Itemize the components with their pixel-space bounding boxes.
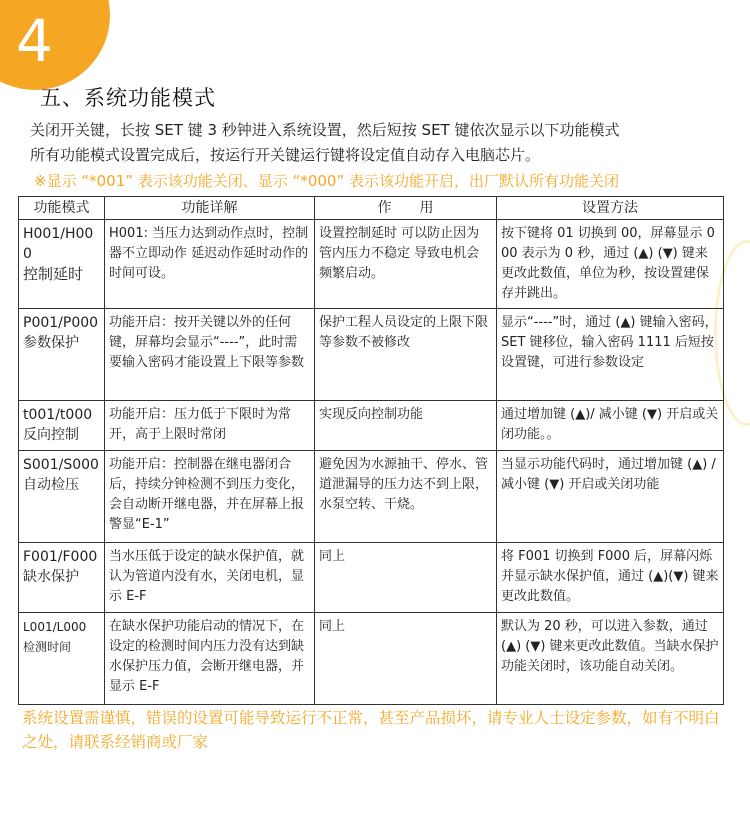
method-cell: 通过增加键 (▲)/ 减小键 (▼) 开启或关闭功能。。 bbox=[497, 401, 724, 451]
header-method: 设置方法 bbox=[497, 197, 724, 220]
effect-cell: 保护工程人员设定的上限下限等参数不被修改 bbox=[315, 309, 497, 401]
table-header-row bbox=[19, 197, 724, 220]
mode-name: 缺水保护 bbox=[23, 569, 79, 585]
mode-cell bbox=[19, 401, 105, 451]
mode-code: H001/H000 bbox=[23, 226, 94, 262]
header-mode: 功能模式 bbox=[19, 197, 105, 220]
method-cell: 默认为 20 秒，可以进入参数，通过 (▲) (▼) 键来更改此数值。当缺水保护功能关闭时，该功能自动关闭。 bbox=[497, 613, 724, 705]
mode-name: 反向控制 bbox=[23, 427, 79, 443]
effect-cell: 避免因为水源抽干、停水、管道泄漏导的压力达不到上限，水泵空转、干烧。 bbox=[315, 451, 497, 543]
intro-paragraph bbox=[30, 118, 735, 168]
table-row bbox=[19, 401, 724, 451]
mode-name: 控制延时 bbox=[23, 265, 84, 283]
detail-cell: 功能开启：控制器在继电器闭合后，持续分钟检测不到压力变化，会自动断开继电器，并在屏幕上报警显“E-1” bbox=[105, 451, 315, 543]
method-cell: 显示“----”时，通过 (▲) 键输入密码，SET 键移位，输入密码 1111 后短按设置键，可进行参数设定 bbox=[497, 309, 724, 401]
mode-cell bbox=[19, 309, 105, 401]
header-effect: 作 用 bbox=[315, 197, 497, 220]
method-cell: 将 F001 切换到 F000 后，屏幕闪烁并显示缺水保护值，通过 (▲)(▼) 键来更改此数值。 bbox=[497, 543, 724, 613]
effect-cell: 同上 bbox=[315, 613, 497, 705]
mode-name: 检测时间 bbox=[23, 640, 72, 654]
mode-cell bbox=[19, 543, 105, 613]
method-cell: 当显示功能代码时，通过增加键 (▲) /减小键 (▼) 开启或关闭功能 bbox=[497, 451, 724, 543]
detail-cell: 在缺水保护功能启动的情况下，在设定的检测时间内压力没有达到缺水保护压力值，会断开继电器，并显示 E-F bbox=[105, 613, 315, 705]
table-row bbox=[19, 543, 724, 613]
detail-cell: H001: 当压力达到动作点时，控制器不立即动作 延迟动作延时动作的时间可设。 bbox=[105, 220, 315, 309]
method-cell: 按下键将 01 切换到 00，屏幕显示 000 表示为 0 秒，通过 (▲) (▼) 键来更改此数值，单位为秒，按设置建保存并跳出。 bbox=[497, 220, 724, 309]
mode-code: t001/t000 bbox=[23, 407, 93, 423]
table-row bbox=[19, 220, 724, 309]
header-detail: 功能详解 bbox=[105, 197, 315, 220]
mode-code: P001/P000 bbox=[23, 315, 99, 331]
detail-cell: 功能开启：压力低于下限时为常开，高于上限时常闭 bbox=[105, 401, 315, 451]
intro-line-2: 所有功能模式设置完成后，按运行开关键运行键将设定值自动存入电脑芯片。 bbox=[30, 146, 541, 164]
table-row bbox=[19, 613, 724, 705]
warning-text: 系统设置需谨慎，错误的设置可能导致运行不正常，甚至产品损坏，请专业人士设定参数，如有不明白之处，请联系经销商或厂家 bbox=[22, 709, 720, 751]
function-mode-table bbox=[18, 196, 724, 705]
intro-line-1: 关闭开关键，长按 SET 键 3 秒钟进入系统设置，然后短按 SET 键依次显示以下功能模式 bbox=[30, 121, 620, 139]
detail-cell: 功能开启：按开关键以外的任何键，屏幕均会显示“----”，此时需要输入密码才能设置上下限等参数 bbox=[105, 309, 315, 401]
mode-name: 参数保护 bbox=[23, 335, 79, 351]
mode-cell bbox=[19, 451, 105, 543]
mode-code: F001/F000 bbox=[23, 549, 98, 565]
effect-cell: 实现反向控制功能 bbox=[315, 401, 497, 451]
detail-cell: 当水压低于设定的缺水保护值，就认为管道内没有水，关闭电机，显示 E-F bbox=[105, 543, 315, 613]
section-title: 五、系统功能模式 bbox=[40, 86, 216, 110]
mode-cell bbox=[19, 220, 105, 309]
mode-code: L001/L000 bbox=[23, 620, 87, 634]
effect-cell: 同上 bbox=[315, 543, 497, 613]
effect-cell: 设置控制延时 可以防止因为管内压力不稳定 导致电机会频繁启动。 bbox=[315, 220, 497, 309]
mode-code: S001/S000 bbox=[23, 457, 99, 473]
default-note: ※显示 “*001” 表示该功能关闭、显示 “*000” 表示该功能开启，出厂默认所有功能关闭 bbox=[34, 172, 619, 190]
table-row bbox=[19, 309, 724, 401]
mode-name: 自动检压 bbox=[23, 477, 79, 493]
mode-cell bbox=[19, 613, 105, 705]
table-row bbox=[19, 451, 724, 543]
section-number: 4 bbox=[16, 7, 53, 75]
